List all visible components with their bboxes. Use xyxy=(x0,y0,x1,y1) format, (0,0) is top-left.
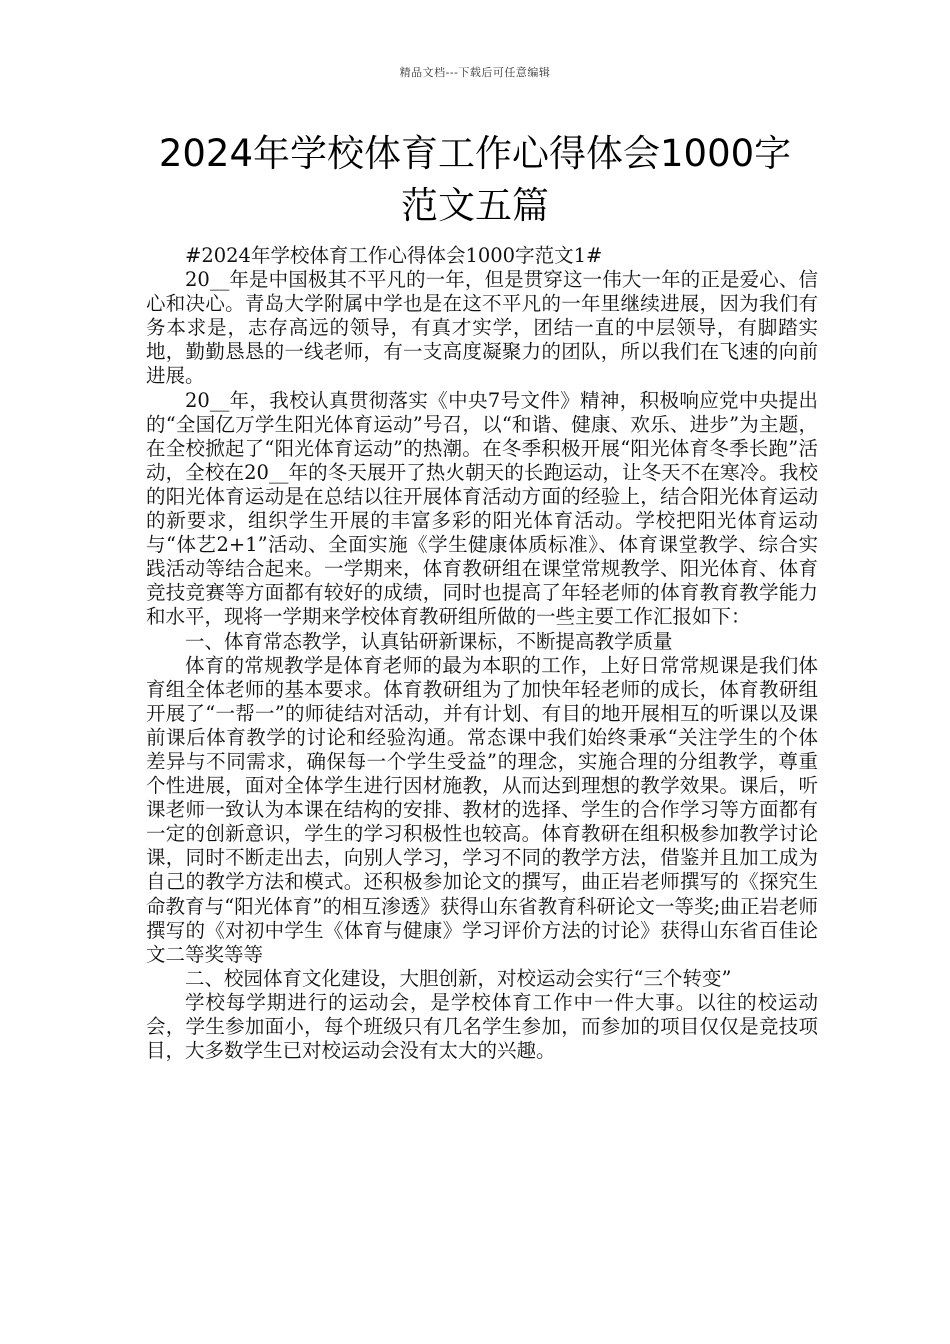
paragraph: 学校每学期进行的运动会，是学校体育工作中一件大事。以往的校运动会，学生参加面小，每个班级只有几名学生参加，而参加的项目仅仅是竞技项目，大多数学生已对校运动会没有太大的兴趣。 xyxy=(146,990,818,1063)
paragraph: 20__年，我校认真贯彻落实《中央7号文件》精神，积极响应党中央提出的“全国亿万学生阳光体育运动”号召，以“和谐、健康、欢乐、进步”为主题，在全校掀起了“阳光体育运动”的热潮。在冬季积极开展“阳光体育冬季长跑”活动，全校在20__年的冬天展开了热火朝天的长跑运动，让冬天不在寒冷。我校的阳光体育运动是在总结以往开展体育活动方面的经验上，结合阳光体育运动的新要求，组织学生开展的丰富多彩的阳光体育活动。学校把阳光体育运动与“体艺2+1”活动、全面实施《学生健康体质标准》、体育课堂教学、综合实践活动等结合起来。一学期来，体育教研组在课堂常规教学、阳光体育、体育竞技竞赛等方面都有较好的成绩，同时也提高了年轻老师的体育教育教学能力和水平，现将一学期来学校体育教研组所做的一些主要工作汇报如下： xyxy=(146,388,818,629)
document-title xyxy=(120,128,830,232)
section-marker: #2024年学校体育工作心得体会1000字范文1# xyxy=(185,244,603,267)
paragraph: 体育的常规教学是体育老师的最为本职的工作，上好日常常规课是我们体育组全体老师的基本要求。体育教研组为了加快年轻老师的成长，体育教研组开展了“一帮一”的师徒结对活动，并有计划、有目的地开展相互的听课以及课前课后体育教学的讨论和经验沟通。常态课中我们始终秉承“关注学生的个体差异与不同需求，确保每一个学生受益”的理念，实施合理的分组教学，尊重个性进展，面对全体学生进行因材施教，从而达到理想的教学效果。课后，听课老师一致认为本课在结构的安排、教材的选择、学生的合作学习等方面都有一定的创新意识，学生的学习积极性也较高。体育教研在组积极参加教学讨论课，同时不断走出去，向别人学习，学习不同的教学方法，借鉴并且加工成为自己的教学方法和模式。还积极参加论文的撰写，曲正岩老师撰写的《探究生命教育与“阳光体育”的相互渗透》获得山东省教育科研论文一等奖;曲正岩老师撰写的《对初中学生《体育与健康》学习评价方法的讨论》获得山东省百佳论文二等奖等等 xyxy=(146,653,818,966)
header-note: 精品文档---下载后可任意编辑 xyxy=(399,66,551,79)
title-line-2: 范文五篇 xyxy=(401,184,549,227)
paragraph: 20__年是中国极其不平凡的一年，但是贯穿这一伟大一年的正是爱心、信心和决心。青岛大学附属中学也是在这不平凡的一年里继续进展，因为我们有务本求是，志存高远的领导，有真才实学，团结一直的中层领导，有脚踏实地，勤勤恳恳的一线老师，有一支高度凝聚力的团队，所以我们在飞速的向前进展。 xyxy=(146,268,818,388)
section-heading: 二、校园体育文化建设，大胆创新，对校运动会实行“三个转变” xyxy=(185,966,732,990)
document-body xyxy=(146,244,818,1063)
title-line-1: 2024年学校体育工作心得体会1000字 xyxy=(158,132,792,175)
section-heading: 一、体育常态教学，认真钻研新课标，不断提高教学质量 xyxy=(185,629,673,653)
